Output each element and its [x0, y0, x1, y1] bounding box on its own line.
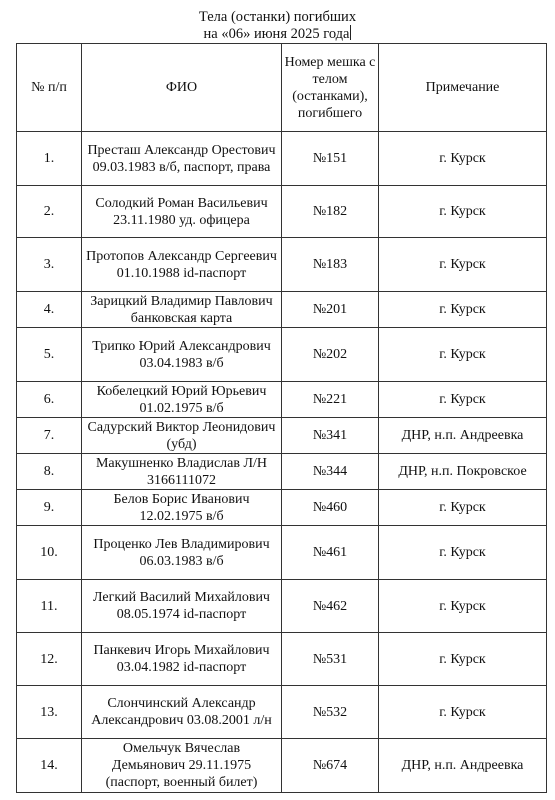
row-note: г. Курск [379, 186, 547, 238]
row-bag: №461 [282, 526, 379, 580]
title-line-1: Тела (останки) погибших [198, 9, 357, 25]
table-row [17, 418, 547, 454]
table-row [17, 328, 547, 382]
row-note: г. Курск [379, 633, 547, 686]
row-bag: №462 [282, 580, 379, 633]
row-bag: №344 [282, 454, 379, 490]
row-fio: Омельчук Вячеслав Демьянович 29.11.1975 (паспорт, военный билет) [82, 739, 282, 793]
row-fio: Белов Борис Иванович 12.02.1975 в/б [82, 490, 282, 526]
row-num: 4. [17, 292, 82, 328]
row-num: 2. [17, 186, 82, 238]
table-body [17, 132, 547, 793]
table-row [17, 454, 547, 490]
table-row [17, 633, 547, 686]
row-bag: №674 [282, 739, 379, 793]
document-title [0, 9, 555, 42]
table-header [17, 44, 547, 132]
row-fio: Проценко Лев Владимирович 06.03.1983 в/б [82, 526, 282, 580]
row-bag: №460 [282, 490, 379, 526]
row-num: 7. [17, 418, 82, 454]
title-line-2-text: на «06» июня 2025 года [203, 26, 350, 42]
row-bag: №182 [282, 186, 379, 238]
row-num: 5. [17, 328, 82, 382]
table-row [17, 490, 547, 526]
table-row [17, 580, 547, 633]
text-cursor [350, 25, 351, 40]
header-note: Примечание [379, 44, 547, 132]
table-row [17, 238, 547, 292]
header-row [17, 44, 547, 132]
row-num: 10. [17, 526, 82, 580]
row-fio: Трипко Юрий Александрович 03.04.1983 в/б [82, 328, 282, 382]
row-bag: №532 [282, 686, 379, 739]
row-note: г. Курск [379, 238, 547, 292]
row-note: ДНР, н.п. Андреевка [379, 739, 547, 793]
table-row [17, 686, 547, 739]
table-row [17, 186, 547, 238]
row-num: 14. [17, 739, 82, 793]
title-line-2 [0, 25, 555, 42]
row-fio: Макушненко Владислав Л/Н 3166111072 [82, 454, 282, 490]
table-row [17, 382, 547, 418]
row-fio: Слончинский Александр Александрович 03.08.2001 л/н [82, 686, 282, 739]
row-bag: №183 [282, 238, 379, 292]
table-row [17, 292, 547, 328]
row-note: г. Курск [379, 382, 547, 418]
row-fio: Легкий Василий Михайлович 08.05.1974 id-паспорт [82, 580, 282, 633]
row-num: 13. [17, 686, 82, 739]
row-fio: Садурский Виктор Леонидович (убд) [82, 418, 282, 454]
table-row [17, 526, 547, 580]
header-fio: ФИО [82, 44, 282, 132]
row-note: г. Курск [379, 580, 547, 633]
row-bag: №341 [282, 418, 379, 454]
table-row [17, 739, 547, 793]
header-bag: Номер мешка с телом (останками), погибшего [282, 44, 379, 132]
row-bag: №201 [282, 292, 379, 328]
row-num: 9. [17, 490, 82, 526]
table-row [17, 132, 547, 186]
row-fio: Протопов Александр Сергеевич 01.10.1988 id-паспорт [82, 238, 282, 292]
row-note: г. Курск [379, 526, 547, 580]
row-num: 11. [17, 580, 82, 633]
row-num: 8. [17, 454, 82, 490]
row-fio: Зарицкий Владимир Павлович банковская карта [82, 292, 282, 328]
remains-table [16, 43, 547, 793]
row-num: 6. [17, 382, 82, 418]
row-note: г. Курск [379, 686, 547, 739]
row-note: ДНР, н.п. Андреевка [379, 418, 547, 454]
row-note: ДНР, н.п. Покровское [379, 454, 547, 490]
row-fio: Кобелецкий Юрий Юрьевич 01.02.1975 в/б [82, 382, 282, 418]
row-note: г. Курск [379, 132, 547, 186]
row-num: 1. [17, 132, 82, 186]
row-bag: №221 [282, 382, 379, 418]
row-bag: №202 [282, 328, 379, 382]
row-num: 3. [17, 238, 82, 292]
row-note: г. Курск [379, 328, 547, 382]
row-note: г. Курск [379, 490, 547, 526]
header-num: № п/п [17, 44, 82, 132]
row-fio: Престаш Александр Орестович 09.03.1983 в/б, паспорт, права [82, 132, 282, 186]
row-num: 12. [17, 633, 82, 686]
row-bag: №531 [282, 633, 379, 686]
row-note: г. Курск [379, 292, 547, 328]
row-fio: Солодкий Роман Васильевич 23.11.1980 уд. офицера [82, 186, 282, 238]
row-bag: №151 [282, 132, 379, 186]
row-fio: Панкевич Игорь Михайлович 03.04.1982 id-паспорт [82, 633, 282, 686]
